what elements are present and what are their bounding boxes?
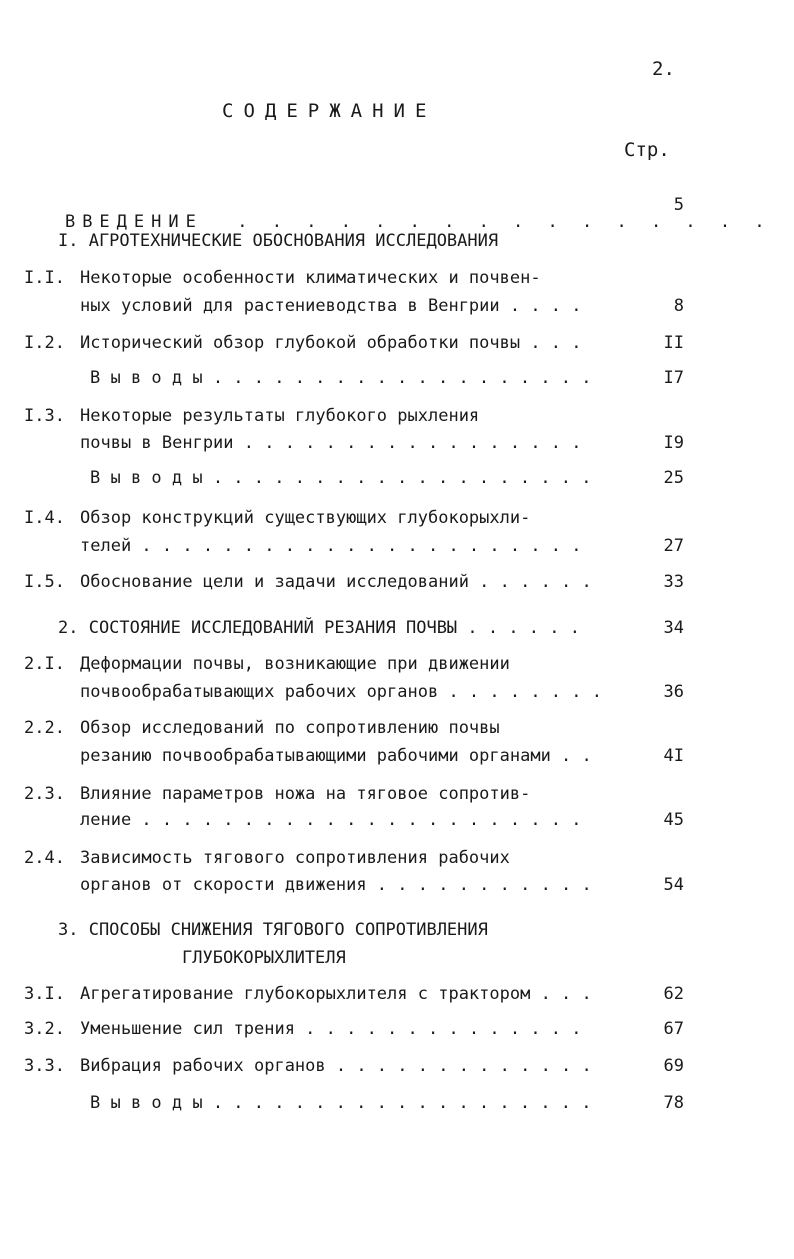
toc-entry-page: 8 [673,296,684,316]
toc-entry-text: Агрегатирование глубокорыхлителя с трактором . . . [80,984,592,1004]
toc-entry-text: Обоснование цели и задачи исследований . . . . . . [80,572,592,592]
toc-entry-number: I.5. [24,572,65,592]
toc-entry-number: 2.2. [24,718,65,738]
toc-entry-page: 34 [663,618,684,638]
toc-entry-conclusions-text: В ы в о д ы . . . . . . . . . . . . . . . . . . . [90,468,592,488]
toc-entry-text: Обзор исследований по сопротивлению почвы [80,718,500,738]
toc-entry-page: 67 [663,1019,684,1039]
toc-entry-text: Уменьшение сил трения . . . . . . . . . . . . . . [80,1019,582,1039]
toc-entry-text: Зависимость тягового сопротивления рабочих [80,848,510,868]
toc-entry-page: I7 [663,368,684,388]
toc-entry-number: I.I. [24,268,65,288]
toc-entry-text: Некоторые результаты глубокого рыхления [80,406,480,426]
toc-entry-text: почвы в Венгрии . . . . . . . . . . . . . . . . . [80,433,582,453]
toc-chapter-1-heading: I. АГРОТЕХНИЧЕСКИЕ ОБОСНОВАНИЯ ИССЛЕДОВАНИЯ [58,231,499,251]
toc-entry-page: 62 [663,984,684,1004]
toc-entry-page: 54 [663,875,684,895]
toc-chapter-2-heading: 2. СОСТОЯНИЕ ИССЛЕДОВАНИЙ РЕЗАНИЯ ПОЧВЫ . . . . . . [58,618,580,638]
toc-entry-text: Обзор конструкций существующих глубокорыхли- [80,508,531,528]
toc-chapter-3-heading: 3. СПОСОБЫ СНИЖЕНИЯ ТЯГОВОГО СОПРОТИВЛЕНИЯ [58,920,488,940]
toc-entry-number: I.3. [24,406,65,426]
toc-entry-conclusions-text: В ы в о д ы . . . . . . . . . . . . . . . . . . . [90,1093,592,1113]
toc-entry-number: 2.I. [24,654,65,674]
toc-entry-page: I9 [663,433,684,453]
page-title: СОДЕРЖАНИЕ [222,100,437,122]
toc-entry-page: 27 [663,536,684,556]
toc-entry-page: II [663,333,684,353]
toc-entry-page: 36 [663,682,684,702]
toc-entry-number: I.4. [24,508,65,528]
toc-entry-number: 3.I. [24,984,65,1004]
toc-entry-number: 2.4. [24,848,65,868]
toc-entry-text: органов от скорости движения . . . . . . . . . . . [80,875,592,895]
page-column-label: Стр. [624,139,670,161]
toc-entry-text: Деформации почвы, возникающие при движении [80,654,510,674]
toc-entry-number: I.2. [24,333,65,353]
toc-entry-text: ных условий для растениеводства в Венгрии . . . . [80,296,582,316]
toc-entry-page: 33 [663,572,684,592]
toc-entry-text: почвообрабатывающих рабочих органов . . . . . . . . [80,682,602,702]
toc-entry-page: 78 [663,1093,684,1113]
toc-entry-number: 3.3. [24,1056,65,1076]
toc-entry-text: резанию почвообрабатывающими рабочими органами . . [80,746,592,766]
toc-entry-text: Некоторые особенности климатических и почвен- [80,268,541,288]
toc-entry-text: телей . . . . . . . . . . . . . . . . . . . . . . [80,536,582,556]
toc-entry-intro-page: 5 [673,195,684,215]
toc-entry-text: Вибрация рабочих органов . . . . . . . . . . . . . [80,1056,592,1076]
toc-entry-page: 25 [663,468,684,488]
toc-entry-page: 4I [663,746,684,766]
toc-entry-page: 69 [663,1056,684,1076]
toc-entry-conclusions-text: В ы в о д ы . . . . . . . . . . . . . . . . . . . [90,368,592,388]
toc-entry-number: 3.2. [24,1019,65,1039]
toc-chapter-3-heading-cont: ГЛУБОКОРЫХЛИТЕЛЯ [182,948,346,968]
toc-entry-page: 45 [663,810,684,830]
page-number: 2. [652,58,675,80]
toc-entry-text: Исторический обзор глубокой обработки почвы . . . [80,333,582,353]
toc-entry-intro-text: ВВЕДЕНИЕ . . . . . . . . . . . . . . . . [64,212,772,232]
toc-entry-text: Влияние параметров ножа на тяговое сопротив- [80,784,531,804]
toc-entry-text: ление . . . . . . . . . . . . . . . . . . . . . . [80,810,582,830]
toc-entry-number: 2.3. [24,784,65,804]
